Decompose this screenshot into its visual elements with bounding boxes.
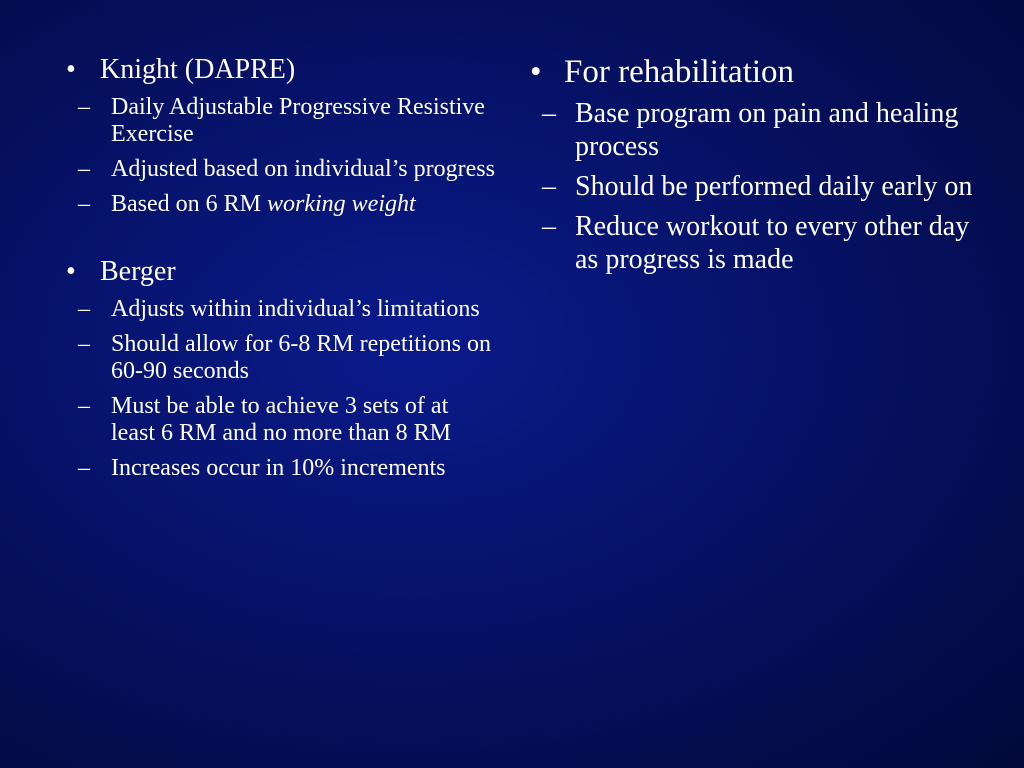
knight-sub-list — [66, 94, 496, 218]
left-column — [66, 54, 496, 482]
knight-sub-text: Daily Adjustable Progressive Resistive Exercise — [111, 94, 485, 147]
dash-mark: – — [78, 393, 90, 419]
dash-mark: – — [78, 296, 90, 322]
berger-sub-list — [66, 296, 496, 482]
bullet-dot: • — [530, 54, 542, 90]
rehab-sub-text: Reduce workout to every other day as progress is made — [575, 211, 970, 275]
knight-sub-text: Based on 6 RM — [111, 191, 267, 217]
rehab-title: For rehabilitation — [564, 54, 795, 90]
berger-sub-item — [66, 393, 496, 447]
rehab-sub-text: Base program on pain and healing process — [575, 98, 959, 162]
knight-sub-item — [66, 156, 496, 183]
berger-sub-text: Adjusts within individual’s limitations — [111, 296, 480, 322]
berger-sub-item — [66, 455, 496, 482]
berger-sub-text: Should allow for 6-8 RM repetitions on 60-90 seconds — [111, 331, 491, 384]
berger-bullet — [66, 256, 496, 288]
berger-sub-text: Increases occur in 10% increments — [111, 455, 446, 481]
dash-mark: – — [542, 211, 556, 242]
rehab-sub-item — [530, 210, 990, 276]
dash-mark: – — [78, 331, 90, 357]
berger-title: Berger — [100, 256, 176, 287]
knight-sub-item — [66, 191, 496, 218]
knight-title: Knight (DAPRE) — [100, 54, 296, 85]
bullet-dot: • — [66, 54, 76, 85]
knight-sub-italic: working weight — [267, 191, 416, 217]
berger-sub-item — [66, 331, 496, 385]
berger-sub-item — [66, 296, 496, 323]
rehab-sub-text: Should be performed daily early on — [575, 171, 973, 202]
bullet-dot: • — [66, 256, 76, 287]
knight-sub-item — [66, 94, 496, 148]
dash-mark: – — [78, 94, 90, 120]
rehab-sub-item — [530, 97, 990, 163]
rehab-sub-item — [530, 170, 990, 203]
rehab-sub-list — [530, 97, 990, 276]
dash-mark: – — [78, 156, 90, 182]
right-column — [530, 54, 990, 276]
dash-mark: – — [542, 98, 556, 129]
dash-mark: – — [542, 171, 556, 202]
berger-group — [66, 256, 496, 482]
knight-bullet — [66, 54, 496, 86]
dash-mark: – — [78, 191, 90, 217]
berger-sub-text: Must be able to achieve 3 sets of at least 6 RM and no more than 8 RM — [111, 393, 451, 446]
dash-mark: – — [78, 455, 90, 481]
rehab-bullet — [530, 54, 990, 90]
knight-sub-text: Adjusted based on individual’s progress — [111, 156, 495, 182]
